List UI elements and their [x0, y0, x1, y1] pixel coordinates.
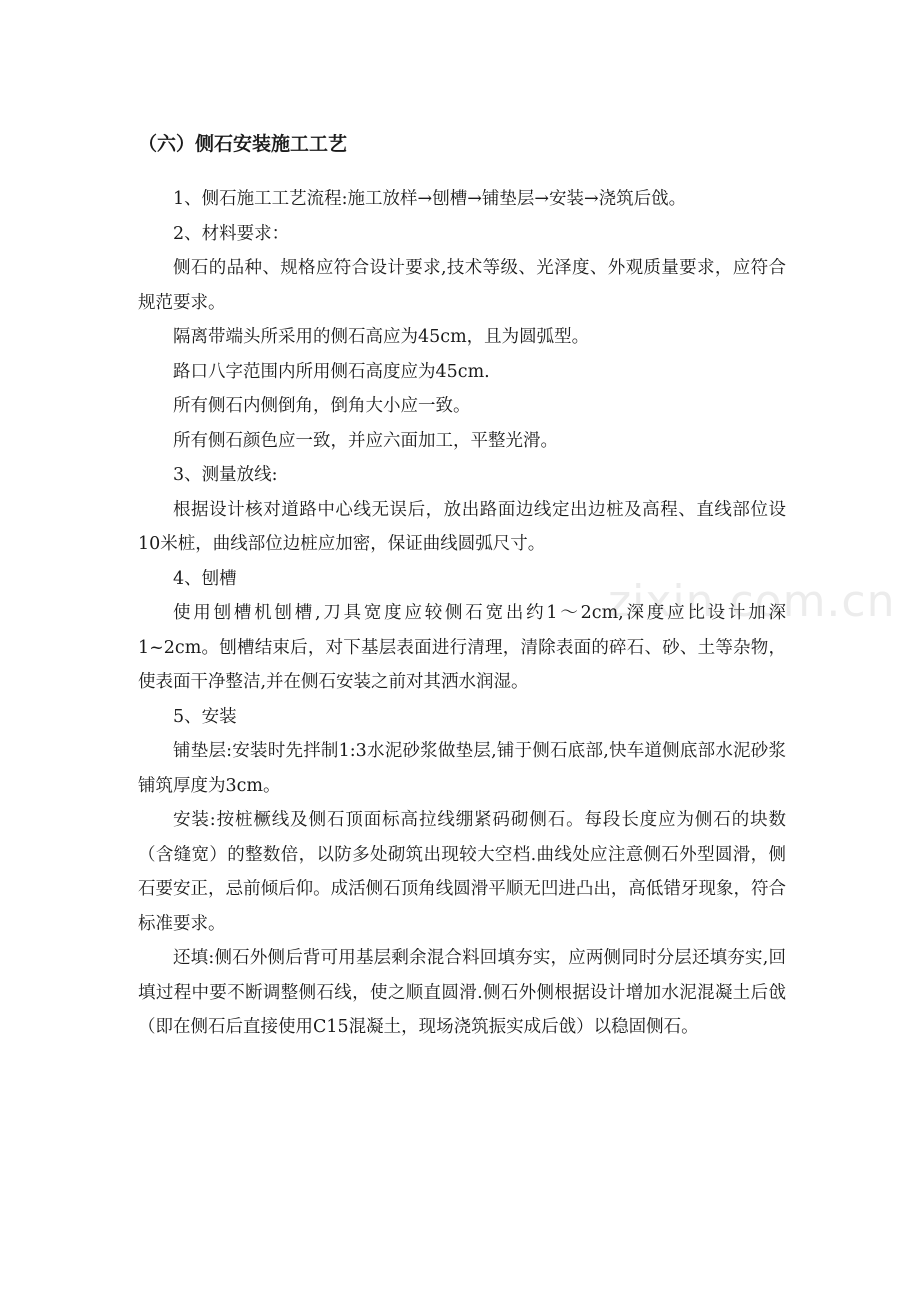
paragraph-backfill: 还填:侧石外侧后背可用基层剩余混合料回填夯实，应两侧同时分层还填夯实,回填过程中要不断调整侧石线，使之顺直圆滑.侧石外侧根据设计增加水泥混凝土后戗（即在侧石后直接使用C15混凝土，现场浇筑振实成后戗）以稳固侧石。: [138, 948, 786, 1037]
paragraph-bedding: 铺垫层:安装时先拌制1:3水泥砂浆做垫层,铺于侧石底部,快车道侧底部水泥砂浆铺筑厚度为3cm。: [138, 741, 786, 796]
document-body: [138, 128, 786, 1045]
heading-materials: 2、材料要求：: [173, 223, 290, 244]
document-title: （六）侧石安装施工工艺: [138, 133, 348, 155]
heading-trenching: 4、刨槽: [173, 568, 237, 589]
paragraph-chamfer: 所有侧石内侧倒角，倒角大小应一致。: [173, 396, 471, 416]
paragraph-color: 所有侧石颜色应一致，并应六面加工，平整光滑。: [173, 430, 558, 451]
paragraph-intersection-height: 路口八字范围内所用侧石高度应为45cm.: [173, 361, 490, 382]
paragraph-divider-height: 隔离带端头所采用的侧石高应为45cm，且为圆弧型。: [173, 327, 590, 347]
paragraph-installation: 安装:按桩橛线及侧石顶面标高拉线绷紧码砌侧石。每段长度应为侧石的块数（含缝宽）的整数倍，以防多处砌筑出现较大空档.曲线处应注意侧石外型圆滑，侧石要安正，忌前倾后仰。成活侧石顶角线圆滑平顺无凹进凸出，高低错牙现象，符合标准要求。: [138, 810, 786, 934]
paragraph-process-flow: 1、侧石施工工艺流程:施工放样→刨槽→铺垫层→安装→浇筑后戗。: [173, 189, 687, 209]
paragraph-survey: 根据设计核对道路中心线无误后，放出路面边线定出边桩及高程、直线部位设10米桩，曲线部位边桩应加密，保证曲线圆弧尺寸。: [138, 499, 786, 554]
watermark: zixin.com.cn: [608, 576, 896, 627]
heading-survey: 3、测量放线:: [173, 465, 278, 485]
paragraph-material-spec: 侧石的品种、规格应符合设计要求,技术等级、光泽度、外观质量要求，应符合规范要求。: [138, 258, 786, 313]
heading-installation: 5、安装: [173, 706, 237, 727]
paragraph-trenching: 使用刨槽机刨槽,刀具宽度应较侧石宽出约1～2cm,深度应比设计加深1~2cm。刨槽结束后，对下基层表面进行清理，清除表面的碎石、砂、土等杂物，使表面干净整洁,并在侧石安装之前对其洒水润湿。: [138, 603, 786, 692]
